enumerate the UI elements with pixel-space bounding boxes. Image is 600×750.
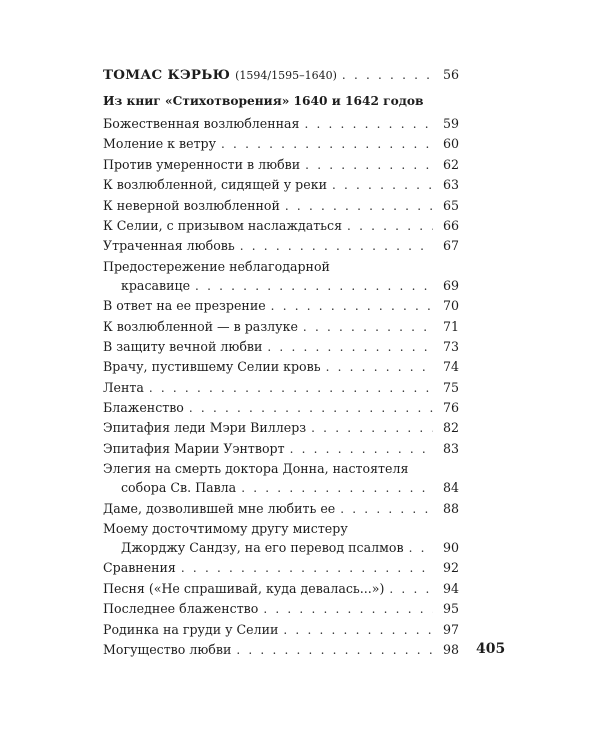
- entry-title: К возлюбленной — в разлуке: [103, 318, 298, 334]
- dot-leader: [285, 199, 433, 213]
- entry-page: 95: [442, 601, 459, 617]
- entry-page: 69: [442, 277, 459, 293]
- entry-title: Моление к ветру: [103, 136, 217, 152]
- entry-page: 84: [442, 480, 459, 496]
- entry-page: 74: [442, 359, 459, 375]
- dot-leader: [241, 481, 433, 495]
- toc-entry: [103, 219, 459, 233]
- toc-entry: [103, 320, 459, 334]
- entry-page: 83: [442, 440, 459, 456]
- entry-page: 59: [442, 116, 459, 131]
- toc-entry: [103, 360, 459, 374]
- entry-title-continuation: собора Св. Павла: [121, 480, 237, 496]
- entry-title: Предостережение неблагодарной: [103, 258, 330, 274]
- dot-leader: [181, 561, 433, 575]
- dot-leader: [332, 178, 433, 192]
- entry-title: В ответ на ее презрение: [103, 298, 266, 314]
- toc-entry: [103, 239, 459, 253]
- entry-page: 70: [442, 298, 459, 314]
- dot-leader: [240, 239, 433, 253]
- entry-title-continuation: Джорджу Сандзу, на его перевод псалмов: [121, 540, 404, 556]
- toc-entry: [103, 381, 459, 395]
- entry-title: Песня («Не спрашивай, куда девалась...»): [103, 580, 385, 596]
- entry-page: 66: [442, 217, 459, 233]
- section-dates: (1594/1595–1640): [235, 69, 337, 82]
- toc-entry: [103, 158, 459, 172]
- entry-title-continuation: красавице: [121, 277, 191, 293]
- entry-title: Элегия на смерть доктора Донна, настоятеля: [103, 461, 409, 477]
- entry-page: 62: [442, 156, 459, 172]
- toc-entry: [103, 462, 459, 495]
- dot-leader: [290, 442, 433, 456]
- dot-leader: [311, 421, 433, 435]
- dot-leader: [305, 158, 433, 172]
- toc-entry: [103, 561, 459, 575]
- toc-entry: [103, 260, 459, 293]
- entry-page: 71: [442, 318, 459, 334]
- section-author: ТОМАС КЭРЬЮ: [103, 67, 231, 83]
- entry-page: 90: [442, 540, 459, 556]
- dot-leader: [263, 602, 433, 616]
- entry-title: Божественная возлюбленная: [103, 116, 300, 131]
- dot-leader: [342, 68, 433, 82]
- dot-leader: [236, 643, 433, 657]
- toc-entry: [103, 602, 459, 616]
- dot-leader: [221, 137, 433, 151]
- entry-title: Последнее блаженство: [103, 601, 259, 617]
- entry-title: Лента: [103, 379, 144, 395]
- entry-page: 67: [442, 238, 459, 254]
- toc-entry: [103, 582, 459, 596]
- entry-page: 73: [442, 338, 459, 354]
- toc-entry: [103, 340, 459, 354]
- entry-title: В защиту вечной любви: [103, 338, 263, 354]
- entry-title: Врачу, пустившему Селии кровь: [103, 359, 321, 375]
- dot-leader: [195, 279, 433, 293]
- section-author-line: [103, 68, 342, 83]
- dot-leader: [189, 401, 433, 415]
- entry-title: Эпитафия леди Мэри Виллерз: [103, 420, 307, 436]
- entry-title: Эпитафия Марии Уэнтворт: [103, 440, 285, 456]
- toc-entry: [103, 643, 459, 657]
- section-page: 56: [442, 67, 459, 82]
- entry-title: Родинка на груди у Селии: [103, 621, 279, 637]
- entry-page: 88: [442, 500, 459, 516]
- entry-page: 82: [442, 420, 459, 436]
- entry-title: Могущество любви: [103, 641, 232, 657]
- dot-leader: [389, 582, 433, 596]
- toc-entry: [103, 117, 459, 131]
- toc-entry: [103, 199, 459, 213]
- entry-title: Даме, дозволившей мне любить ее: [103, 500, 336, 516]
- entry-page: 63: [442, 177, 459, 193]
- entry-page: 76: [442, 400, 459, 416]
- entry-page: 92: [442, 560, 459, 576]
- entry-title: Моему досточтимому другу мистеру: [103, 521, 348, 537]
- entry-title: Блаженство: [103, 400, 184, 416]
- subheading: Из книг «Стихотворения» 1640 и 1642 годов: [103, 94, 424, 108]
- dot-leader: [283, 623, 433, 637]
- toc-entry: [103, 442, 459, 456]
- entry-title: К неверной возлюбленной: [103, 197, 280, 213]
- entry-title: К Селии, с призывом наслаждаться: [103, 217, 343, 233]
- toc-entry: [103, 522, 459, 555]
- entry-page: 98: [442, 641, 459, 657]
- dot-leader: [340, 502, 433, 516]
- dot-leader: [409, 541, 433, 555]
- table-of-contents: [103, 68, 459, 663]
- toc-entry: [103, 502, 459, 516]
- entry-title: К возлюбленной, сидящей у реки: [103, 177, 327, 193]
- entry-list: [103, 117, 459, 657]
- toc-entry: [103, 299, 459, 313]
- dot-leader: [304, 117, 433, 131]
- toc-entry: [103, 137, 459, 151]
- dot-leader: [347, 219, 433, 233]
- entry-page: 75: [442, 379, 459, 395]
- page-number: 405: [476, 641, 506, 657]
- entry-page: 94: [442, 580, 459, 596]
- entry-title: Утраченная любовь: [103, 238, 235, 254]
- toc-entry: [103, 178, 459, 192]
- entry-page: 65: [442, 197, 459, 213]
- section-heading: [103, 68, 459, 83]
- dot-leader: [149, 381, 433, 395]
- toc-entry: [103, 421, 459, 435]
- entry-title: Сравнения: [103, 560, 176, 576]
- toc-entry: [103, 623, 459, 637]
- toc-entry: [103, 401, 459, 415]
- dot-leader: [303, 320, 433, 334]
- dot-leader: [326, 360, 433, 374]
- entry-page: 97: [442, 621, 459, 637]
- dot-leader: [267, 340, 433, 354]
- dot-leader: [271, 299, 433, 313]
- entry-title: Против умеренности в любви: [103, 156, 301, 172]
- entry-page: 60: [442, 136, 459, 152]
